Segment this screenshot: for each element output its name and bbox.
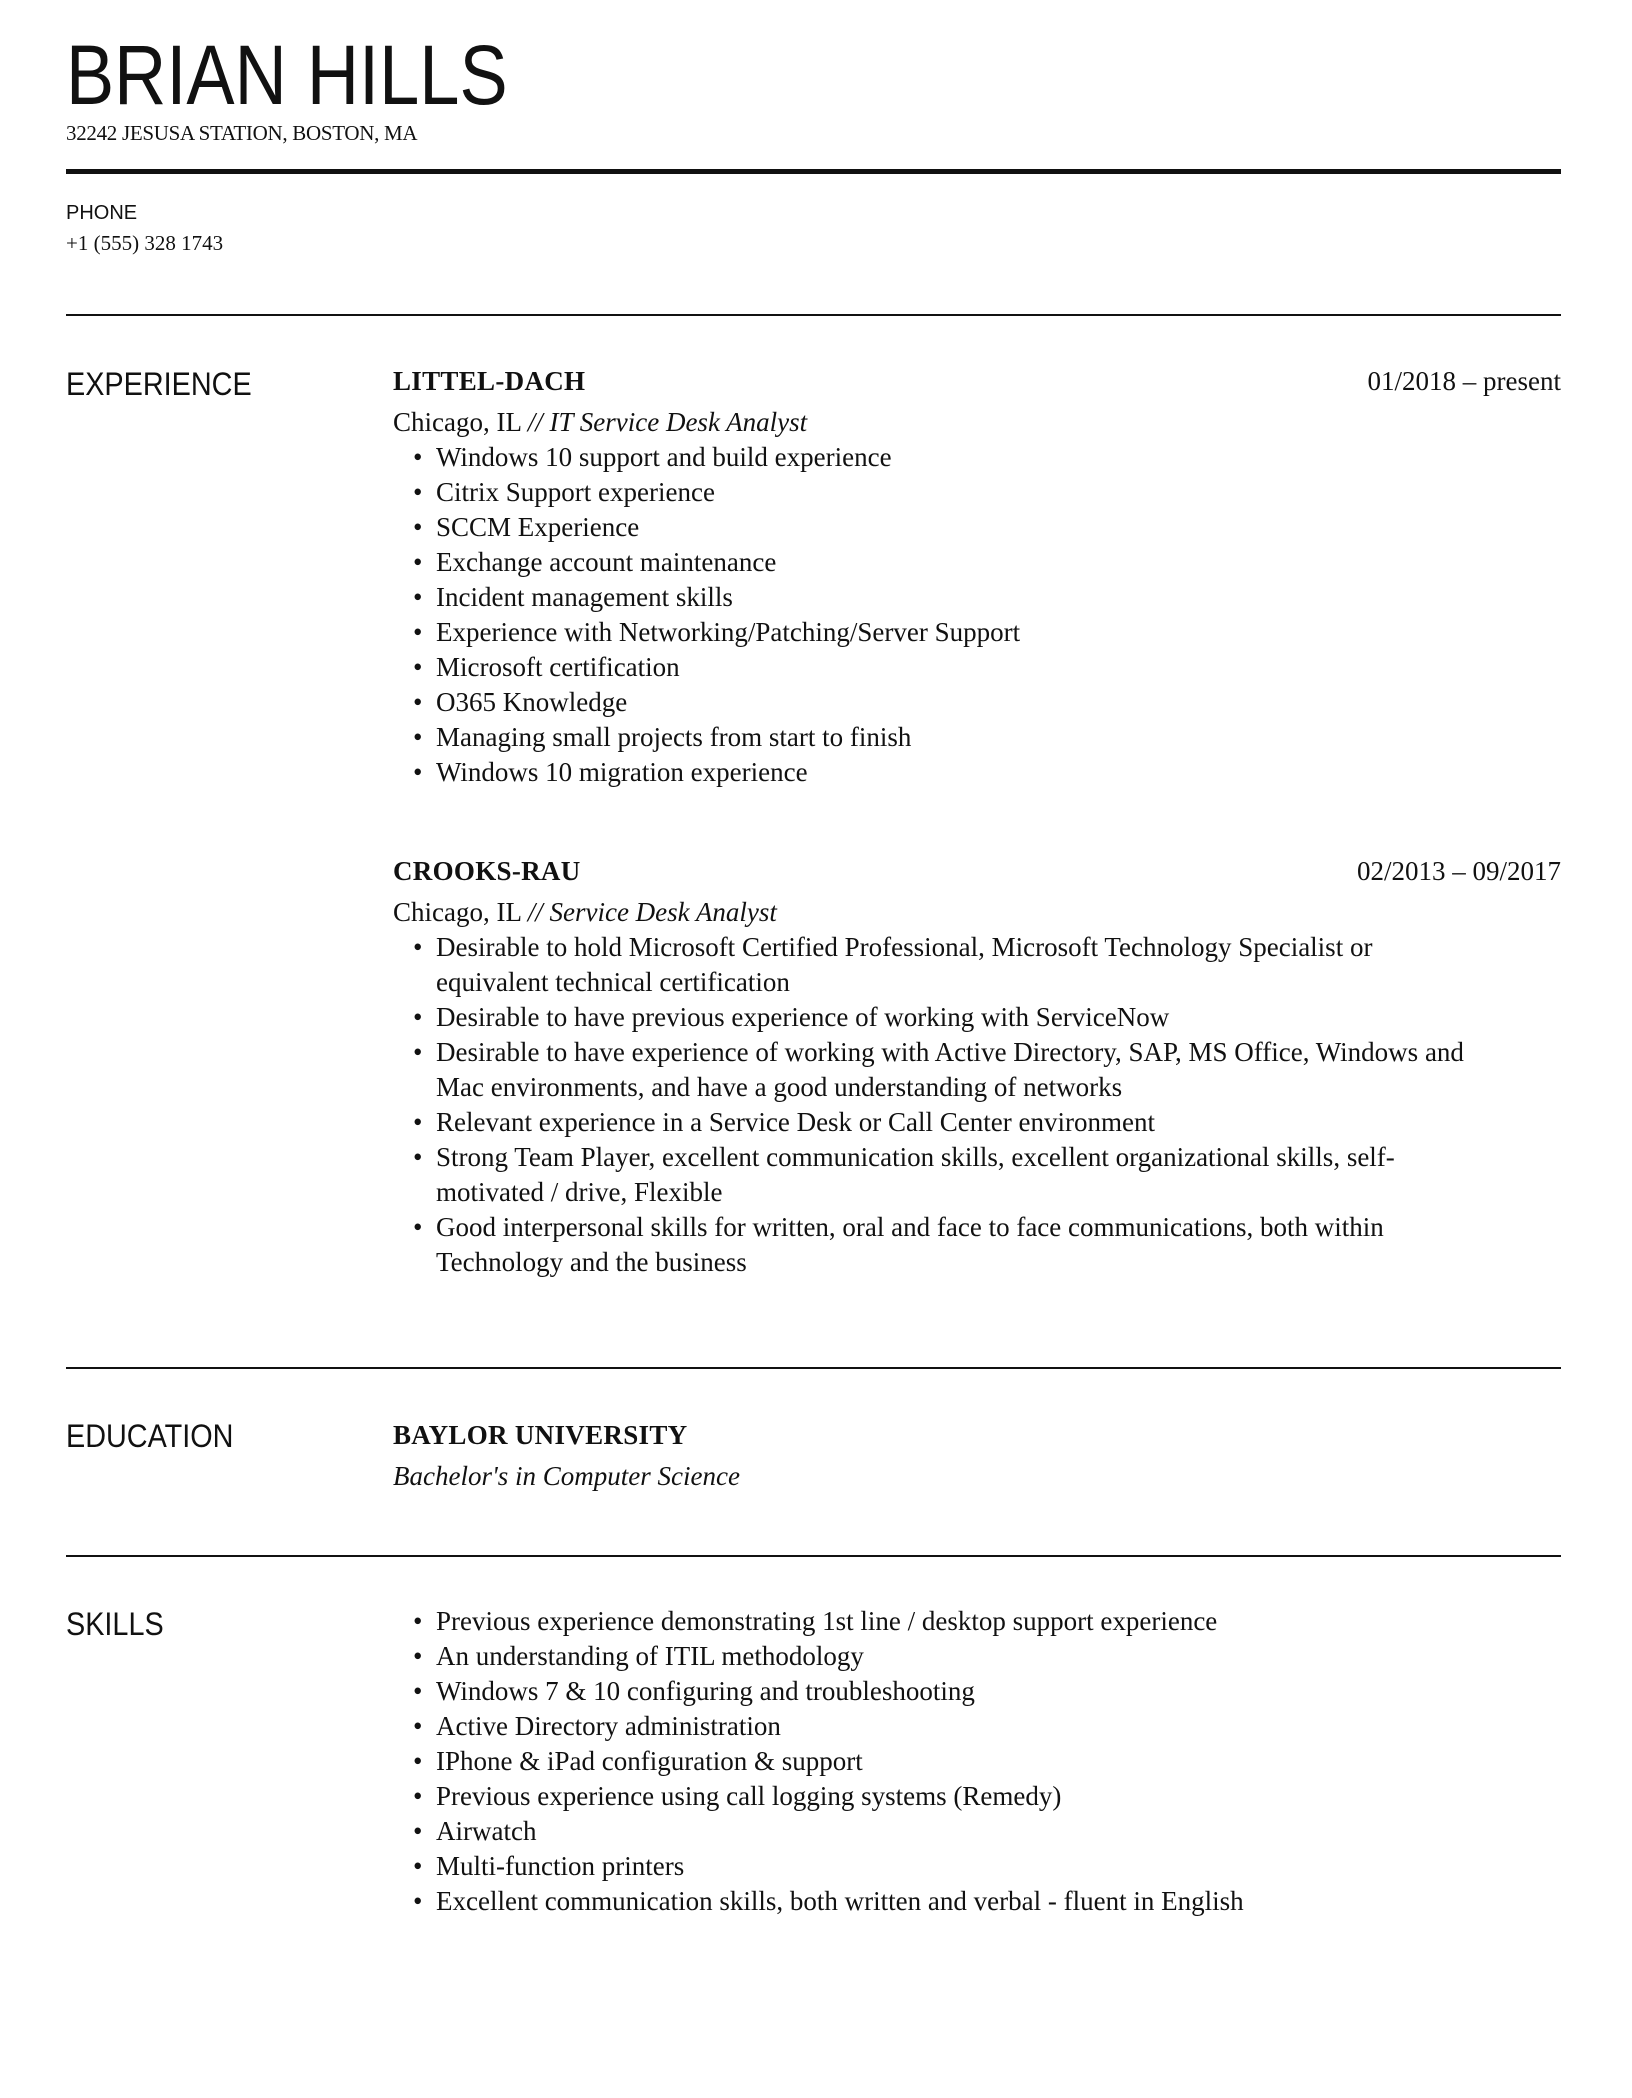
list-item: • SCCM Experience	[393, 510, 1486, 545]
section-divider	[66, 1367, 1561, 1369]
list-item: • Relevant experience in a Service Desk or Call Center environment	[393, 1105, 1486, 1140]
list-item: • Excellent communication skills, both written and verbal - fluent in English	[393, 1884, 1486, 1919]
list-item: • Desirable to have previous experience of working with ServiceNow	[393, 1000, 1486, 1035]
list-item: • Good interpersonal skills for written, oral and face to face communications, both within Technology and the business	[393, 1210, 1486, 1280]
list-item: • Previous experience demonstrating 1st line / desktop support experience	[393, 1604, 1486, 1639]
job-location: Chicago, IL	[393, 407, 521, 437]
list-item: • Managing small projects from start to finish	[393, 720, 1486, 755]
list-item: • Previous experience using call logging systems (Remedy)	[393, 1779, 1486, 1814]
degree: Bachelor's in Computer Science	[393, 1461, 740, 1491]
skills-section	[393, 1604, 1561, 1919]
skills-list	[393, 1604, 1561, 1919]
job-bullets	[393, 930, 1561, 1280]
section-divider	[66, 1555, 1561, 1557]
list-item: • O365 Knowledge	[393, 685, 1486, 720]
job-entry	[393, 854, 1561, 1280]
list-item: • IPhone & iPad configuration & support	[393, 1744, 1486, 1779]
list-item: • Strong Team Player, excellent communication skills, excellent organizational skills, self-motivated / drive, Flexible	[393, 1140, 1486, 1210]
school-name: BAYLOR UNIVERSITY	[393, 1420, 688, 1450]
list-item: • Airwatch	[393, 1814, 1486, 1849]
job-entry	[393, 364, 1561, 790]
job-dates: 01/2018 – present	[1367, 366, 1561, 396]
list-item: • Desirable to hold Microsoft Certified Professional, Microsoft Technology Specialist or equivalent technical certification	[393, 930, 1486, 1000]
job-title: Service Desk Analyst	[549, 897, 777, 927]
list-item: • Windows 10 migration experience	[393, 755, 1486, 790]
phone-number: +1 (555) 328 1743	[66, 231, 224, 255]
skills-heading: SKILLS	[66, 1606, 164, 1642]
list-item: • An understanding of ITIL methodology	[393, 1639, 1486, 1674]
phone-label: PHONE	[66, 202, 138, 224]
company-name: CROOKS-RAU	[393, 856, 581, 886]
header-divider	[66, 169, 1561, 174]
list-item: • Citrix Support experience	[393, 475, 1486, 510]
experience-section	[393, 364, 1561, 1280]
education-heading: EDUCATION	[66, 1418, 234, 1454]
list-item: • Windows 7 & 10 configuring and troubleshooting	[393, 1674, 1486, 1709]
section-divider	[66, 314, 1561, 316]
candidate-name: BRIAN HILLS	[66, 28, 508, 122]
list-item: • Microsoft certification	[393, 650, 1486, 685]
job-title: IT Service Desk Analyst	[549, 407, 808, 437]
list-item: • Experience with Networking/Patching/Server Support	[393, 615, 1486, 650]
education-section	[393, 1418, 1561, 1494]
job-bullets	[393, 440, 1561, 790]
company-name: LITTEL-DACH	[393, 366, 586, 396]
list-item: • Windows 10 support and build experience	[393, 440, 1486, 475]
address: 32242 JESUSA STATION, BOSTON, MA	[66, 121, 418, 145]
list-item: • Multi-function printers	[393, 1849, 1486, 1884]
experience-heading: EXPERIENCE	[66, 366, 252, 402]
job-dates: 02/2013 – 09/2017	[1356, 856, 1561, 886]
job-location: Chicago, IL	[393, 897, 521, 927]
separator: //	[527, 407, 543, 437]
list-item: • Incident management skills	[393, 580, 1486, 615]
list-item: • Desirable to have experience of working with Active Directory, SAP, MS Office, Windows and Mac environments, and have a good understanding of networks	[393, 1035, 1486, 1105]
separator: //	[527, 897, 543, 927]
list-item: • Active Directory administration	[393, 1709, 1486, 1744]
list-item: • Exchange account maintenance	[393, 545, 1486, 580]
